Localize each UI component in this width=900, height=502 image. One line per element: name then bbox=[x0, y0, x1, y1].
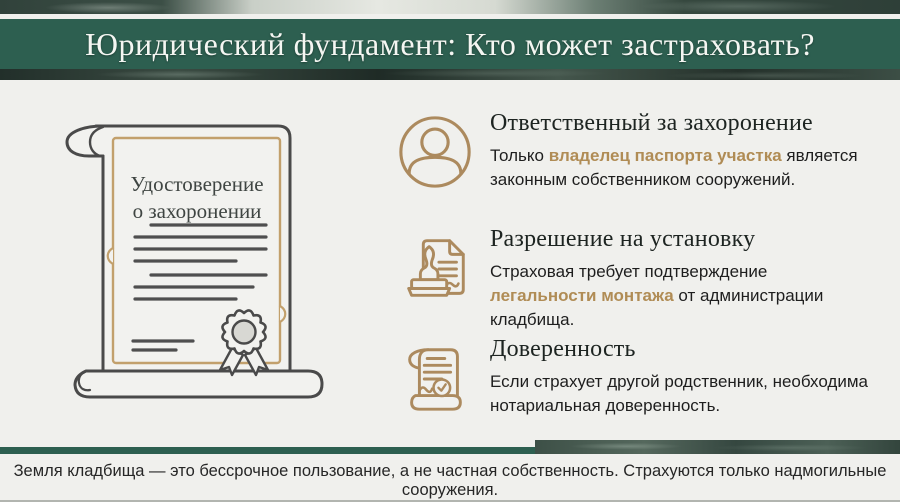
info-item-power-of-attorney bbox=[396, 336, 874, 418]
item-body bbox=[490, 144, 874, 192]
page-title: Юридический фундамент: Кто может застраховать? bbox=[85, 25, 815, 62]
item-body-text: от администрации кладбища. bbox=[490, 286, 824, 330]
item-body-text: Если страхует другой родственник, необходима нотариальная доверенность. bbox=[490, 372, 868, 416]
item-body-accent: владелец паспорта участка bbox=[548, 146, 782, 165]
info-item-permission bbox=[396, 226, 874, 332]
item-body-text: Только bbox=[490, 146, 549, 165]
item-body-text: является законным собственником сооружений. bbox=[490, 146, 858, 190]
certificate-title-line2: о захоронении bbox=[132, 199, 262, 223]
item-heading: Разрешение на установку bbox=[490, 226, 756, 252]
item-body-text: Страховая требует подтверждение bbox=[490, 262, 768, 281]
burial-certificate-illustration bbox=[56, 108, 338, 410]
marble-accent-strip-top bbox=[0, 0, 900, 14]
item-text-block bbox=[490, 336, 874, 418]
marble-accent-strip-footer bbox=[535, 440, 900, 454]
item-text-block bbox=[490, 226, 874, 332]
footer-note: Земля кладбища — это бессрочное пользование, а не частная собственность. Страхуются только надмогильные сооружения. bbox=[13, 462, 887, 499]
header-inner bbox=[0, 19, 900, 69]
scroll-certificate-icon bbox=[396, 339, 474, 417]
item-text-block bbox=[490, 110, 874, 192]
item-body bbox=[490, 370, 874, 418]
stamp-document-icon bbox=[396, 229, 474, 307]
certificate-title-line1: Удостоверение bbox=[130, 172, 264, 196]
info-item-responsible bbox=[396, 110, 874, 192]
certificate-icon bbox=[56, 108, 338, 410]
item-body bbox=[490, 260, 874, 332]
item-body-accent: легальности монтажа bbox=[490, 286, 674, 306]
slide-header bbox=[0, 19, 900, 80]
item-heading: Доверенность bbox=[490, 336, 636, 362]
person-circle-icon bbox=[396, 113, 474, 191]
item-heading: Ответственный за захоронение bbox=[490, 110, 813, 136]
